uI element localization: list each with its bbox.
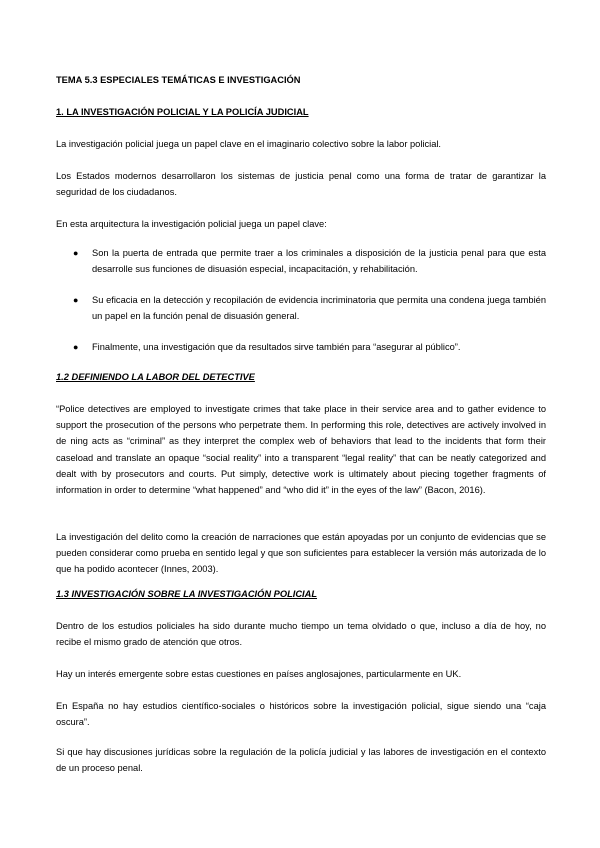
bullet-icon: ● bbox=[73, 342, 79, 352]
document-title: TEMA 5.3 ESPECIALES TEMÁTICAS E INVESTIGACIÓN bbox=[56, 75, 301, 85]
section-1-paragraph-2: Los Estados modernos desarrollaron los sistemas de justicia penal como una forma de tratar de garantizar la seguridad de los ciudadanos. bbox=[56, 171, 546, 198]
section-1-3-paragraph-4: Si que hay discusiones jurídicas sobre la regulación de la policía judicial y las labores de investigación en el contexto de un proceso penal. bbox=[56, 747, 546, 774]
section-1-paragraph-3: En esta arquitectura la investigación policial juega un papel clave: bbox=[56, 219, 327, 229]
section-1-heading: 1. LA INVESTIGACIÓN POLICIAL Y LA POLICÍA JUDICIAL bbox=[56, 107, 309, 117]
bullet-icon: ● bbox=[73, 295, 79, 305]
list-item-text: Finalmente, una investigación que da resultados sirve también para “asegurar al público”. bbox=[92, 342, 461, 352]
section-1-2-heading: 1.2 DEFINIENDO LA LABOR DEL DETECTIVE bbox=[56, 372, 255, 382]
list-item-text: Su eficacia en la detección y recopilación de evidencia incriminatoria que permita una condena juega también un papel en la función penal de disuasión general. bbox=[92, 295, 546, 322]
bullet-icon: ● bbox=[73, 248, 79, 258]
section-1-3-paragraph-2: Hay un interés emergente sobre estas cuestiones en países anglosajones, particularmente en UK. bbox=[56, 669, 462, 679]
section-1-3-heading: 1.3 INVESTIGACIÓN SOBRE LA INVESTIGACIÓN POLICIAL bbox=[56, 589, 318, 599]
section-1-paragraph-1: La investigación policial juega un papel clave en el imaginario colectivo sobre la labor policial. bbox=[56, 139, 442, 149]
section-1-3-paragraph-1: Dentro de los estudios policiales ha sido durante mucho tiempo un tema olvidado o que, incluso a día de hoy, no recibe el mismo grado de atención que otros. bbox=[56, 621, 546, 648]
section-1-2-paragraph-1: La investigación del delito como la creación de narraciones que están apoyadas por un conjunto de evidencias que se pueden considerar como prueba en sentido legal y que son suficientes para establecer la versión más autorizada de lo que ha podido acontecer (Innes, 2003). bbox=[56, 532, 546, 575]
section-1-2-quote: “Police detectives are employed to investigate crimes that take place in their service area and to gather evidence to support the prosecution of the persons who perpetrate them. In performing this role, detectives are actively involved in de ning acts as “criminal” as they interpret the complex web of behaviors that lead to the incidents that form their caseload and translate an opaque “social reality” into a transparent “legal reality” that can be neatly categorized and dealt with by prosecutors and courts. Put simply, detective work is ultimately about piecing together fragments of information in order to determine “what happened” and “who did it” in the eyes of the law” (Bacon, 2016). bbox=[56, 404, 546, 496]
list-item-text: Son la puerta de entrada que permite traer a los criminales a disposición de la justicia penal para que esta desarrolle sus funciones de disuasión especial, incapacitación, y rehabilitación. bbox=[92, 248, 546, 275]
section-1-3-paragraph-3: En España no hay estudios científico-sociales o históricos sobre la investigación policial, sigue siendo una “caja oscura”. bbox=[56, 701, 546, 728]
